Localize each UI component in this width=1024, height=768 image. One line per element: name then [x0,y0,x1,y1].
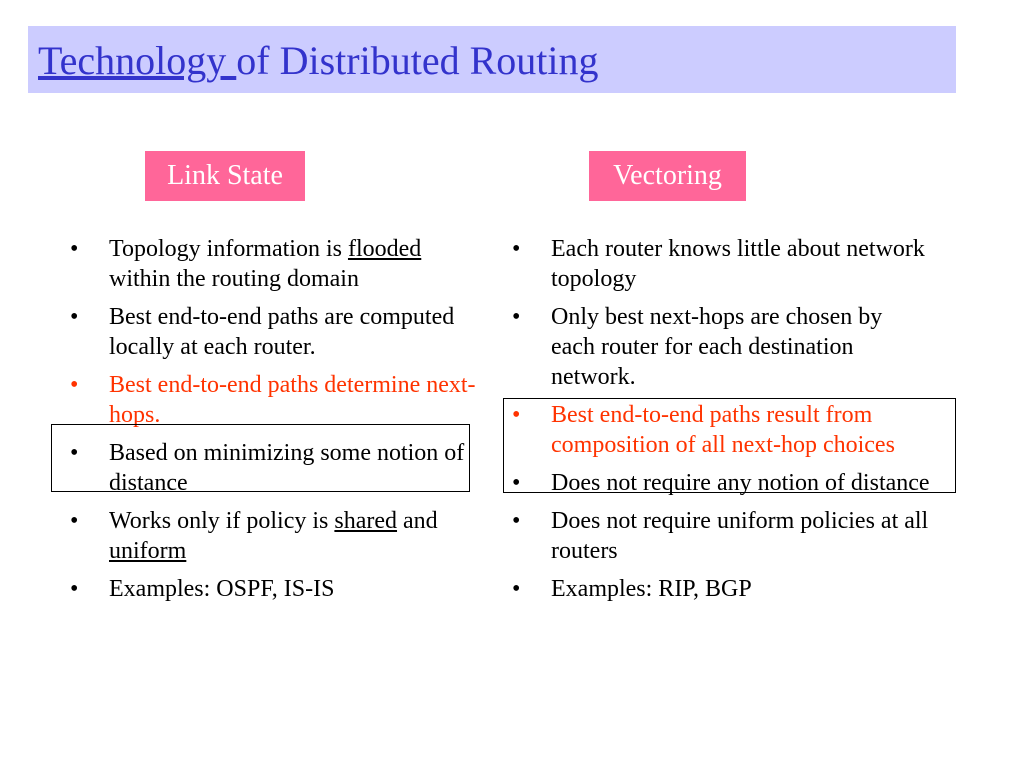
bullet-item [512,506,932,566]
vectoring-label: Vectoring [589,151,746,201]
bullet-item [70,302,480,362]
link-state-bullet-list [70,234,480,612]
bullet-item-highlighted [70,370,480,430]
bullet-dot: • [512,304,521,330]
bullet-text: Each router knows little about network topology [551,236,925,292]
bullet-item [70,506,480,566]
bullet-text: Does not require any notion of distance [551,470,930,496]
bullet-text: Examples: OSPF, IS-IS [109,576,335,602]
bullet-dot: • [512,236,521,262]
highlight-frame-left [51,424,470,492]
bullet-dot: • [70,440,79,466]
bullet-text: Only best next-hops are chosen by each router for each destination network. [551,304,883,390]
title-bar [28,26,956,93]
slide-title [38,38,598,84]
bullet-dot: • [70,236,79,262]
link-state-label: Link State [145,151,305,201]
bullet-text: Best end-to-end paths are computed locally at each router. [109,304,455,360]
bullet-text: Best end-to-end paths result from composition of all next-hop choices [551,402,895,458]
bullet-dot: • [70,508,79,534]
bullet-dot: • [70,372,79,398]
bullet-text: Does not require uniform policies at all routers [551,508,929,564]
bullet-text: Based on minimizing some notion of distance [109,440,465,496]
bullet-text: Best end-to-end paths determine next-hops. [109,372,476,428]
bullet-item [512,302,932,392]
bullet-item [70,574,480,604]
bullet-item [512,574,932,604]
bullet-dot: • [512,508,521,534]
bullet-text: Topology information is flooded within the routing domain [109,236,422,292]
title-link[interactable]: Technology [38,38,237,83]
bullet-text: Examples: RIP, BGP [551,576,752,602]
title-rest: of Distributed Routing [236,38,599,83]
highlight-frame-right [503,398,956,493]
bullet-item [70,234,480,294]
underlined-term: flooded [347,236,422,262]
underlined-term: shared [334,508,398,534]
underlined-term: uniform [109,538,187,564]
bullet-dot: • [70,576,79,602]
bullet-dot: • [512,470,521,496]
bullet-dot: • [512,402,521,428]
bullet-item [512,234,932,294]
bullet-dot: • [70,304,79,330]
bullet-text: Works only if policy is shared and uniform [109,508,438,564]
bullet-dot: • [512,576,521,602]
